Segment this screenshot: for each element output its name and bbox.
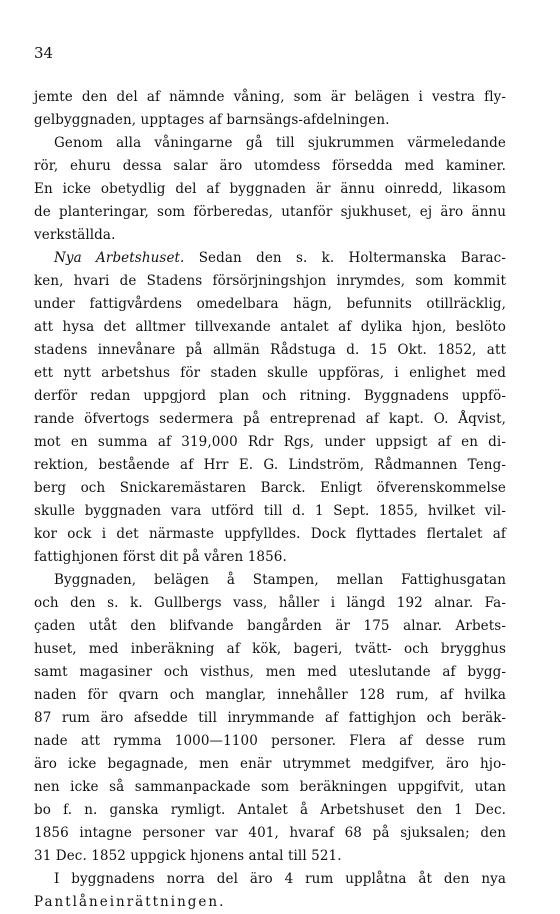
text-line: de planteringar, som förberedas, utanför sjukhuset, ej äro ännu xyxy=(34,204,506,220)
text-line: nade att rymma 1000—1100 personer. Flera af desse rum xyxy=(34,733,506,749)
text-line: ken, hvari de Stadens försörjningshjon inrymdes, som kommit xyxy=(34,273,506,289)
text-segment: Sedan den s. k. Holtermanska Barac- xyxy=(184,250,506,266)
text-line: Genom alla våningarne gå till sjukrummen värmeledande xyxy=(54,135,506,151)
text-line: nen icke så sammanpackade som beräkningen uppgifvit, utan xyxy=(34,779,506,795)
body-text xyxy=(34,86,506,914)
text-line: En icke obetydlig del af byggnaden är ännu oinredd, likasom xyxy=(34,181,506,197)
text-line: under fattigvårdens omedelbara hägn, befunnits otillräcklig, xyxy=(34,296,506,312)
text-line: och den s. k. Gullbergs vass, håller i längd 192 alnar. Fa- xyxy=(34,595,506,611)
text-line: rör, ehuru dessa salar äro utomdess försedda med kaminer. xyxy=(34,158,506,174)
text-line: rektion, bestående af Hrr E. G. Lindström, Rådmannen Teng- xyxy=(34,457,506,473)
text-line: ett nytt arbetshus för staden skulle uppföras, i enlighet med xyxy=(34,365,506,381)
text-line: verkställda. xyxy=(34,227,116,243)
text-line: samt magasiner och visthus, men med uteslutande af bygg- xyxy=(34,664,506,680)
text-line: gelbyggnaden, upptages af barnsängs-afdelningen. xyxy=(34,112,390,128)
text-line: rande öfvertogs sedermera på entreprenad af kapt. O. Åqvist, xyxy=(34,411,506,427)
text-line: äro icke begagnade, men enär utrymmet medgifver, äro hjo- xyxy=(34,756,506,772)
text-line: huset, med inberäkning af kök, bageri, tvätt- och brygghus xyxy=(34,641,506,657)
text-line: naden för qvarn och manglar, innehåller 128 rum, af hvilka xyxy=(34,687,506,703)
text-line: 31 Dec. 1852 uppgick hjonens antal till 521. xyxy=(34,848,342,864)
text-line: 1856 intagne personer var 401, hvaraf 68 på sjuksalen; den xyxy=(34,825,506,841)
text-line: stadens innevånare på allmän Rådstuga d. 15 Okt. 1852, att xyxy=(34,342,506,358)
text-line: Byggnaden, belägen å Stampen, mellan Fattighusgatan xyxy=(54,572,506,588)
page-number: 34 xyxy=(34,44,54,62)
text-line xyxy=(34,247,506,270)
text-line: fattighjonen först dit på våren 1856. xyxy=(34,549,287,565)
text-line: berg och Snickaremästaren Barck. Enligt öfverenskommelse xyxy=(34,480,506,496)
text-line: bo f. n. ganska rymligt. Antalet å Arbetshuset den 1 Dec. xyxy=(34,802,506,818)
text-line: I byggnadens norra del äro 4 rum upplåtna åt den nya xyxy=(54,871,506,887)
text-line: 87 rum äro afsedde till inrymmande af fattighjon och beräk- xyxy=(34,710,506,726)
text-line: kor ock i det närmaste uppfylldes. Dock flyttades flertalet af xyxy=(34,526,506,542)
text-line: Pantlåneinrättningen. xyxy=(34,894,226,910)
section-heading: Nya Arbetshuset. xyxy=(54,250,185,266)
text-line: jemte den del af nämnde våning, som är belägen i vestra fly- xyxy=(34,89,506,105)
text-line: mot en summa af 319,000 Rdr Rgs, under uppsigt af en di- xyxy=(34,434,506,450)
text-line: skulle byggnaden vara utförd till d. 1 Sept. 1855, hvilket vil- xyxy=(34,503,506,519)
text-line: derför redan uppgjord plan och ritning. Byggnadens uppfö- xyxy=(34,388,506,404)
text-line: att hysa det alltmer tillvexande antalet af dylika hjon, beslöto xyxy=(34,319,506,335)
text-line: çaden utåt den blifvande bangården är 175 alnar. Arbets- xyxy=(34,618,506,634)
